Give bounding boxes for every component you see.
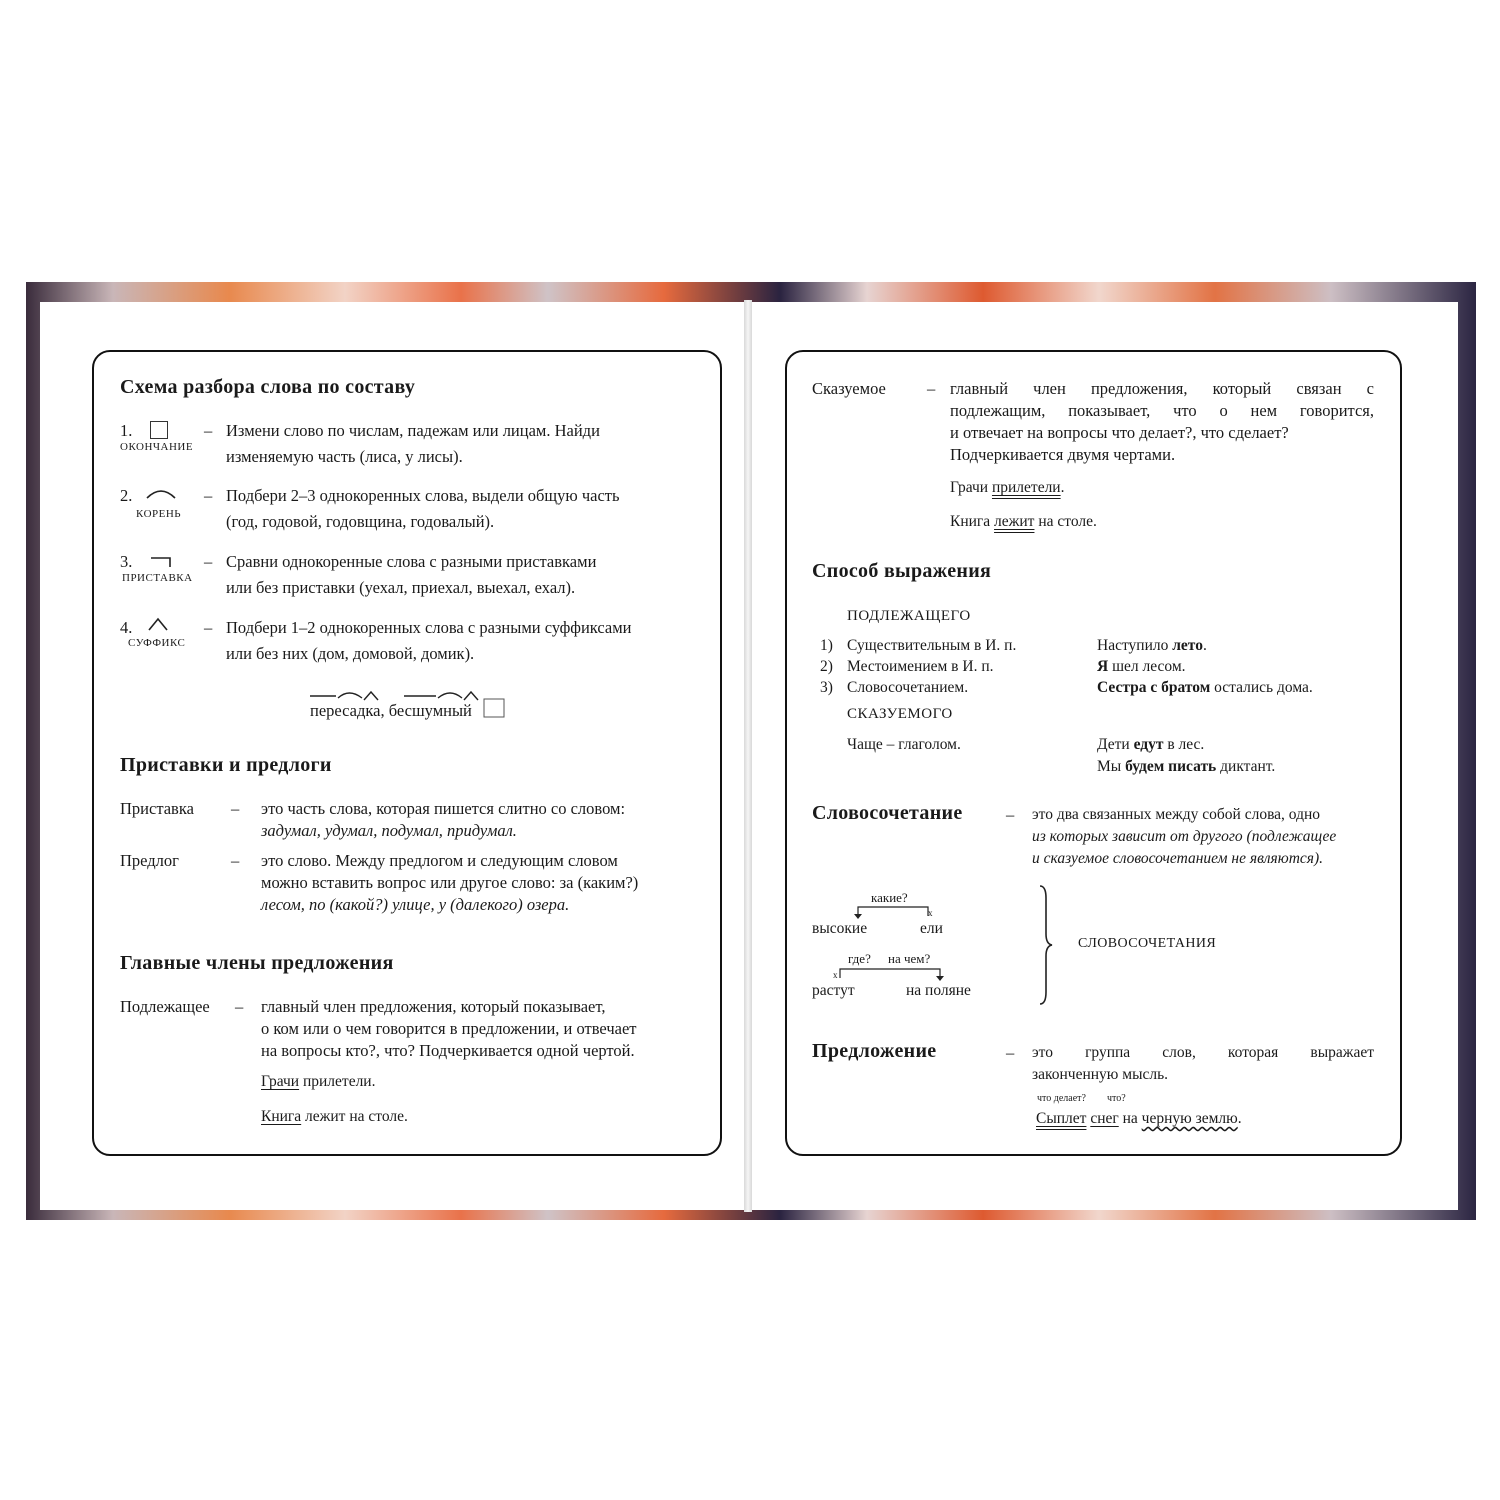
root-arc-icon <box>146 487 176 499</box>
phrase-x-mark-2: x <box>833 970 838 980</box>
item-2-label: КОРЕНЬ <box>136 508 182 520</box>
item-2-line-2: (год, годовой, годовщина, годовалый). <box>226 512 495 531</box>
predicate-ex1-word: прилетели <box>991 479 1061 496</box>
sentence-preposition: на <box>1118 1110 1142 1127</box>
expr-row-3-example <box>1097 677 1313 699</box>
pred-ex2-pre: Мы <box>1097 758 1126 775</box>
predicate-def-line-1: главный член предложения, который связан с <box>950 379 1374 398</box>
pred-ex2-bold: будем писать <box>1125 758 1217 775</box>
expr-row-3-kind: Словосочетанием. <box>847 679 969 696</box>
suffix-caret-icon <box>148 617 168 631</box>
expr-row-2-num: 2) <box>820 658 833 675</box>
main-members-title: Главные члены предложения <box>120 952 394 974</box>
predicate-ex1-pre: Грачи <box>950 479 992 496</box>
item-4-number: 4. <box>120 618 133 637</box>
subject-example-2 <box>261 1106 408 1128</box>
item-1-line-2: изменяемую часть (лиса, у лисы). <box>226 447 463 466</box>
sentence-question-2: что? <box>1107 1093 1126 1104</box>
item-1-label: ОКОНЧАНИЕ <box>120 441 194 453</box>
expr-row-2-post: шел лесом. <box>1108 658 1186 675</box>
ending-square-icon <box>150 421 168 439</box>
expr-row-3-num: 3) <box>820 679 833 696</box>
term-prefix: Приставка <box>120 799 194 818</box>
phrase-word-1b: ели <box>920 920 943 937</box>
phrase-x-mark-1: x <box>928 908 933 918</box>
item-4-label: СУФФИКС <box>128 637 186 649</box>
term-predicate-dash: – <box>927 379 936 398</box>
item-3-line-1: Сравни однокоренные слова с разными приставками <box>226 552 597 571</box>
phrase-def-line-2: из которых зависит от другого (подлежащее <box>1032 828 1337 845</box>
predicate-expr-example-2 <box>1097 756 1275 778</box>
expr-row-1-example <box>1097 635 1207 657</box>
predicate-kind: Чаще – глаголом. <box>847 736 961 753</box>
sentence-question-1: что делает? <box>1037 1093 1086 1104</box>
prefix-def-line-2: задумал, удумал, подумал, придумал. <box>261 821 517 840</box>
pred-ex1-post: в лес. <box>1163 736 1205 753</box>
predicate-example-2 <box>950 511 1097 533</box>
phrase-word-2b: на поляне <box>906 982 971 999</box>
subject-example-1 <box>261 1071 375 1093</box>
subject-def-line-3: на вопросы кто?, что? Подчеркивается одной чертой. <box>261 1041 635 1060</box>
curly-brace-icon <box>1036 884 1056 1006</box>
phrase-def-line-1: это два связанных между собой слова, одно <box>1032 806 1321 823</box>
item-1-dash: – <box>204 421 213 440</box>
term-prefix-dash: – <box>231 799 240 818</box>
item-4-line-1: Подбери 1–2 однокоренных слова с разными суффиксами <box>226 618 632 637</box>
predicate-ex2-post: на столе. <box>1034 513 1097 530</box>
predicate-def-line-2: подлежащим, показывает, что о нем говорится, <box>950 401 1374 420</box>
phrase-question-2b: на чем? <box>888 951 931 966</box>
expr-row-2-example <box>1097 656 1186 678</box>
prefix-def-line-1: это часть слова, которая пишется слитно со словом: <box>261 799 626 818</box>
phrases-label: СЛОВОСОЧЕТАНИЯ <box>1078 936 1217 951</box>
subject-header: ПОДЛЕЖАЩЕГО <box>847 608 971 624</box>
expr-row-1-post: . <box>1202 637 1207 654</box>
item-2-dash: – <box>204 486 213 505</box>
morpheme-example-marks <box>306 690 511 720</box>
expr-row-2-bold: Я <box>1097 658 1109 675</box>
term-preposition: Предлог <box>120 851 179 870</box>
expr-row-1-pre: Наступило <box>1097 637 1173 654</box>
item-1-line-1: Измени слово по числам, падежам или лицам. Найди <box>226 421 600 440</box>
sentence-def-line-1: это группа слов, которая выражает <box>1032 1044 1374 1061</box>
phrase-question-2a: где? <box>848 951 871 966</box>
item-2-line-1: Подбери 2–3 однокоренных слова, выдели общую часть <box>226 486 620 505</box>
term-preposition-dash: – <box>231 851 240 870</box>
item-4-line-2: или без них (дом, домовой, домик). <box>226 644 475 663</box>
subject-def-line-1: главный член предложения, который показывает, <box>261 997 606 1016</box>
phrase-def-line-3: и сказуемое словосочетанием не являются). <box>1032 850 1324 867</box>
preposition-def-line-1: это слово. Между предлогом и следующим словом <box>261 851 618 870</box>
item-4-dash: – <box>204 618 213 637</box>
sentence-dash: – <box>1006 1043 1015 1062</box>
predicate-ex2-pre: Книга <box>950 513 995 530</box>
sentence-subject: снег <box>1090 1110 1119 1127</box>
item-3-label: ПРИСТАВКА <box>122 572 193 584</box>
item-3-number: 3. <box>120 552 133 571</box>
term-predicate: Сказуемое <box>812 379 886 398</box>
phrase-title: Словосочетание <box>812 802 963 824</box>
sentence-period: . <box>1237 1110 1242 1127</box>
sentence-predicate: Сыплет <box>1036 1110 1087 1127</box>
expr-row-3-post: остались дома. <box>1210 679 1313 696</box>
phrase-dash: – <box>1006 805 1015 824</box>
predicate-ex2-word: лежит <box>994 513 1035 530</box>
expr-row-3-bold: Сестра с братом <box>1097 679 1211 696</box>
sentence-title: Предложение <box>812 1040 937 1062</box>
item-3-dash: – <box>204 552 213 571</box>
sentence-def-line-2: законченную мысль. <box>1032 1066 1169 1083</box>
prefixes-prepositions-title: Приставки и предлоги <box>120 754 332 776</box>
term-subject: Подлежащее <box>120 997 210 1016</box>
subject-rest-2: лежит на столе. <box>301 1108 408 1125</box>
expr-row-1-bold: лето <box>1172 637 1203 654</box>
sentence-object: черную землю <box>1141 1110 1238 1127</box>
prefix-corner-icon <box>150 556 172 568</box>
item-1-number: 1. <box>120 421 133 440</box>
item-2-number: 2. <box>120 486 133 505</box>
preposition-def-line-2: можно вставить вопрос или другое слово: за (каким?) <box>261 873 639 892</box>
sentence-example <box>1036 1108 1242 1130</box>
morpheme-example: пересадка, бесшумный <box>310 701 472 720</box>
phrase-question-1: какие? <box>871 890 908 905</box>
morpheme-scheme-title: Схема разбора слова по составу <box>120 376 416 398</box>
predicate-def-line-3: и отвечает на вопросы что делает?, что сделает? <box>950 423 1289 442</box>
pred-ex2-post: диктант. <box>1216 758 1276 775</box>
expr-row-2-kind: Местоимением в И. п. <box>847 658 994 675</box>
phrase-word-1a: высокие <box>812 920 868 937</box>
subject-word-1: Грачи <box>261 1073 300 1090</box>
predicate-expr-example-1 <box>1097 734 1204 756</box>
item-3-line-2: или без приставки (уехал, приехал, выехал, ехал). <box>226 578 576 597</box>
predicate-example-1 <box>950 477 1064 499</box>
expression-title: Способ выражения <box>812 560 992 582</box>
pred-ex1-pre: Дети <box>1097 736 1134 753</box>
phrase-word-2a: растут <box>812 982 855 999</box>
predicate-header: СКАЗУЕМОГО <box>847 706 953 722</box>
subject-word-2: Книга <box>261 1108 302 1125</box>
notebook-spine <box>744 300 752 1212</box>
subject-def-line-2: о ком или о чем говорится в предложении, и отвечает <box>261 1019 637 1038</box>
term-subject-dash: – <box>235 997 244 1016</box>
predicate-ex1-post: . <box>1060 479 1065 496</box>
expr-row-1-num: 1) <box>820 637 833 654</box>
predicate-def-line-4: Подчеркивается двумя чертами. <box>950 445 1176 464</box>
preposition-def-line-3: лесом, по (какой?) улице, у (далекого) озера. <box>261 895 570 914</box>
expr-row-1-kind: Существительным в И. п. <box>847 637 1017 654</box>
pred-ex1-bold: едут <box>1133 736 1164 753</box>
subject-rest-1: прилетели. <box>299 1073 376 1090</box>
